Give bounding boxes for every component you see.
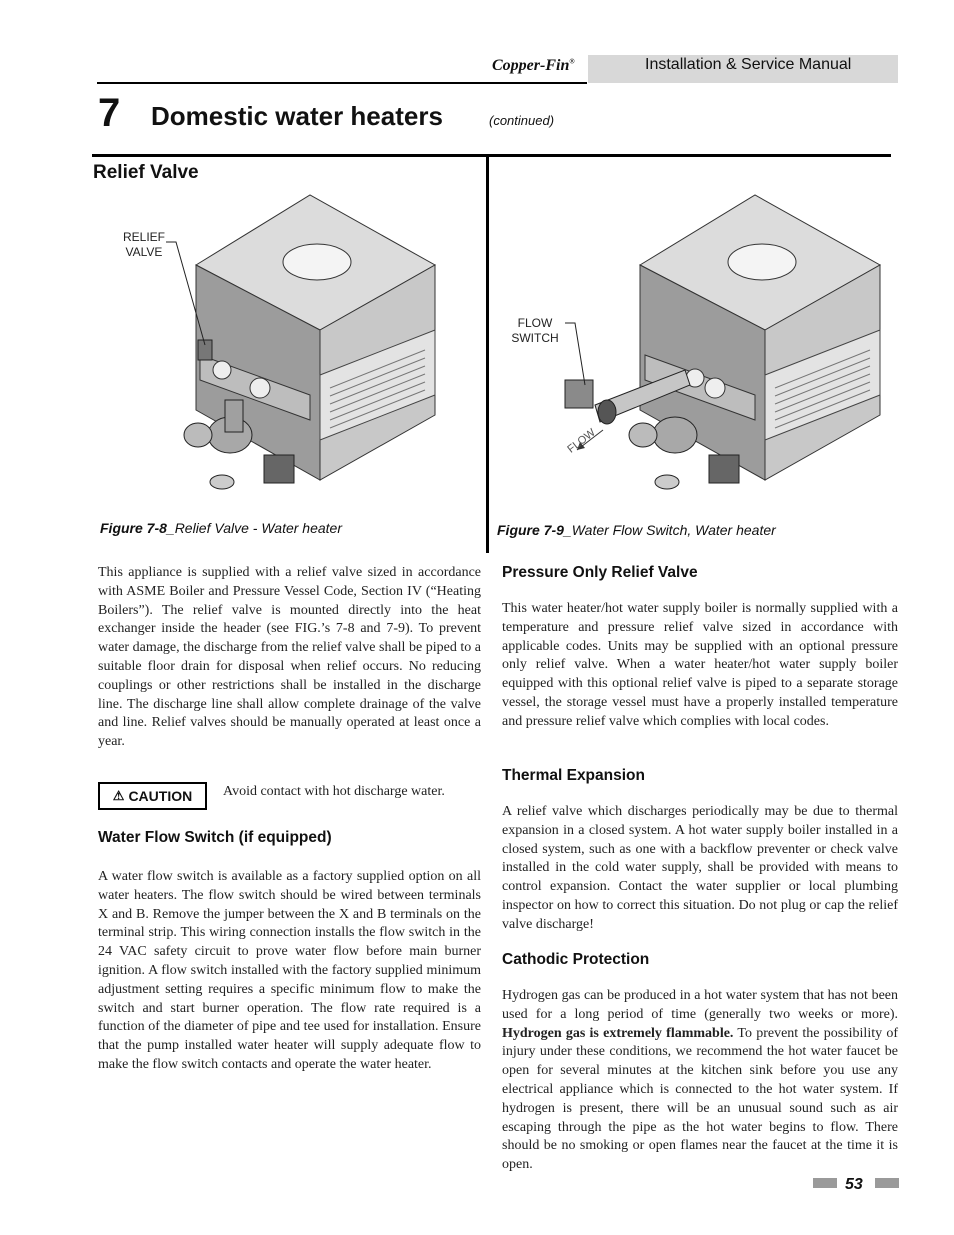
cathodic-protection-heading: Cathodic Protection [502, 951, 650, 968]
caution-label: ⚠ CAUTION [98, 782, 207, 810]
figure-7-9-caption: Figure 7-9_Water Flow Switch, Water heater [497, 522, 776, 538]
section-rule [92, 154, 891, 157]
caution-text: Avoid contact with hot discharge water. [223, 784, 445, 799]
page-number: 53 [845, 1176, 863, 1193]
page-bar-right [875, 1178, 899, 1188]
relief-valve-leader-line [160, 240, 210, 350]
thermal-expansion-paragraph: A relief valve which discharges periodically may be due to thermal expansion in a closed system. A hot water supply boiler installed in a closed system, such as one with a backflow preventer or check valve installed in the cold water supply, shall be provided with means to control expansion. Contact the water supplier or local plumbing inspector on how to correct this situation. Do not plug or cap the relief valve discharge! [502, 804, 898, 932]
thermal-expansion-heading: Thermal Expansion [502, 767, 645, 784]
relief-valve-paragraph: This appliance is supplied with a relief valve sized in accordance with ASME Boiler and Pressure Vessel Code, Section IV (“Heating Boilers”). The relief valve is mounted directly into the heat exchanger inside the header (see FIG.’s 7-8 and 7-9). To prevent water damage, the discharge from the relief valve shall be piped to a suitable floor drain for disposal when relief occurs. No reducing couplings or other restrictions shall be installed in the discharge line. The discharge line shall allow complete drainage of the valve and line. Relief valves should be manually operated at least once a year. [98, 565, 481, 750]
flow-switch-paragraph: A water flow switch is available as a factory supplied option on all water heaters. The flow switch should be wired between terminals X and B. Remove the jumper between the X and B terminals on the terminal strip. This wiring connection installs the flow switch in the 24 VAC safety circuit to prove water flow before main burner ignition. A flow switch installed with the factory supplied minimum adjustment setting requires a specific minimum flow to make the switch and start burner operation. The flow rate required is a function of the diameter of pipe and tee used for installation. Ensure that the pump installed water heater will supply adequate flow to make the flow switch contacts and operate the water heater. [98, 869, 481, 1072]
header-rule [97, 82, 587, 84]
chapter-number: 7 [98, 91, 121, 135]
page-bar-left [813, 1178, 837, 1188]
warning-triangle-icon: ⚠ [112, 788, 125, 803]
cathodic-protection-paragraph: Hydrogen gas can be produced in a hot water system that has not been used for a long period of time (generally two weeks or more). Hydrogen gas is extremely flammable. To prevent the possibility of injury under these conditions, we recommend the hot water faucet be open for several minutes at the kitchen sink before you use any electrical appliance which is connected to the hot water system. If hydrogen is present, there will be an unusual sound such as air escaping through the pipe as the hot water begins to flow. There should be no smoking or open flames near the faucet at the time it is open. [502, 988, 898, 1173]
chapter-title: Domestic water heaters [151, 101, 443, 131]
pressure-relief-paragraph: This water heater/hot water supply boiler is normally supplied with a temperature and pressure relief valve sized in accordance with applicable codes. Units may be supplied with an optional pressure only relief valve. When a water heater/hot water supply boiler equipped with this optional relief valve is piped to a separate storage vessel, the storage vessel must have a properly installed temperature and pressure relief valve which complies with local codes. [502, 601, 898, 729]
pressure-relief-heading: Pressure Only Relief Valve [502, 564, 698, 581]
flow-switch-leader-line [555, 320, 595, 390]
section-title: Relief Valve [93, 162, 199, 183]
manual-title: Installation & Service Manual [645, 56, 852, 73]
flow-switch-heading: Water Flow Switch (if equipped) [98, 829, 332, 846]
callout-relief-valve: RELIEF VALVE [122, 230, 165, 259]
flow-direction-label: FLOW [565, 426, 598, 456]
brand-name: Copper-Fin® [492, 57, 575, 74]
callout-flow-switch: FLOW SWITCH [511, 316, 559, 345]
column-divider [486, 156, 489, 553]
figure-flow-switch-illustration [555, 190, 890, 510]
figure-7-8-caption: Figure 7-8_Relief Valve - Water heater [100, 520, 342, 536]
chapter-continued: (continued) [489, 113, 555, 128]
